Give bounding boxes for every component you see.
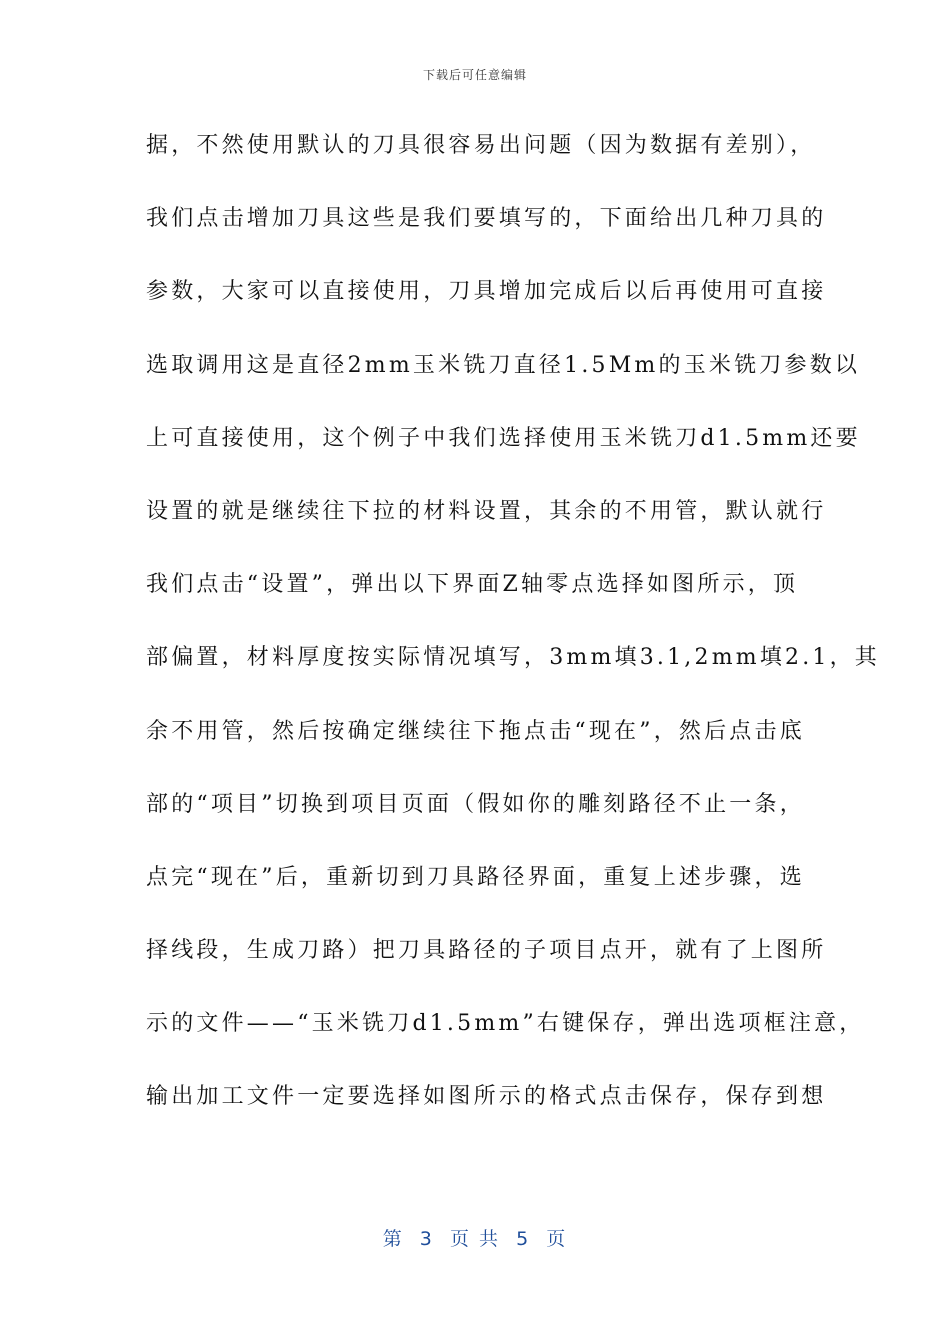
text-line: 部的“项目”切换到项目页面（假如你的雕刻路径不止一条， [146, 791, 805, 817]
text-line: 择线段，生成刀路）把刀具路径的子项目点开，就有了上图所 [146, 938, 827, 964]
text-line: 我们点击“设置”，弹出以下界面Z轴零点选择如图所示，顶 [146, 572, 799, 598]
text-line: 据，不然使用默认的刀具很容易出问题（因为数据有差别）， [146, 133, 816, 158]
text-line: 选取调用这是直径2mm玉米铣刀直径1.5Mm的玉米铣刀参数以 [146, 352, 861, 378]
text-line: 输出加工文件一定要选择如图所示的格式点击保存，保存到想 [146, 1084, 827, 1110]
text-line: 参数，大家可以直接使用，刀具增加完成后以后再使用可直接 [146, 279, 827, 305]
text-line: 部偏置，材料厚度按实际情况填写，3mm填3.1,2mm填2.1，其 [146, 645, 881, 671]
text-line: 余不用管，然后按确定继续往下拖点击“现在”，然后点击底 [146, 718, 805, 744]
text-line: 上可直接使用，这个例子中我们选择使用玉米铣刀d1.5mm还要 [146, 425, 861, 451]
page-number-footer: 第 3 页 共 5 页 [382, 1228, 568, 1250]
text-line: 点完“现在”后，重新切到刀具路径界面，重复上述步骤，选 [146, 864, 805, 890]
text-line: 我们点击增加刀具这些是我们要填写的，下面给出几种刀具的 [146, 206, 827, 232]
text-line: 示的文件——“玉米铣刀d1.5mm”右键保存，弹出选项框注意， [146, 1011, 865, 1037]
document-body [146, 128, 881, 1153]
text-line: 设置的就是继续往下拉的材料设置，其余的不用管，默认就行 [146, 498, 827, 524]
page-header: 下载后可任意编辑 [422, 68, 527, 82]
